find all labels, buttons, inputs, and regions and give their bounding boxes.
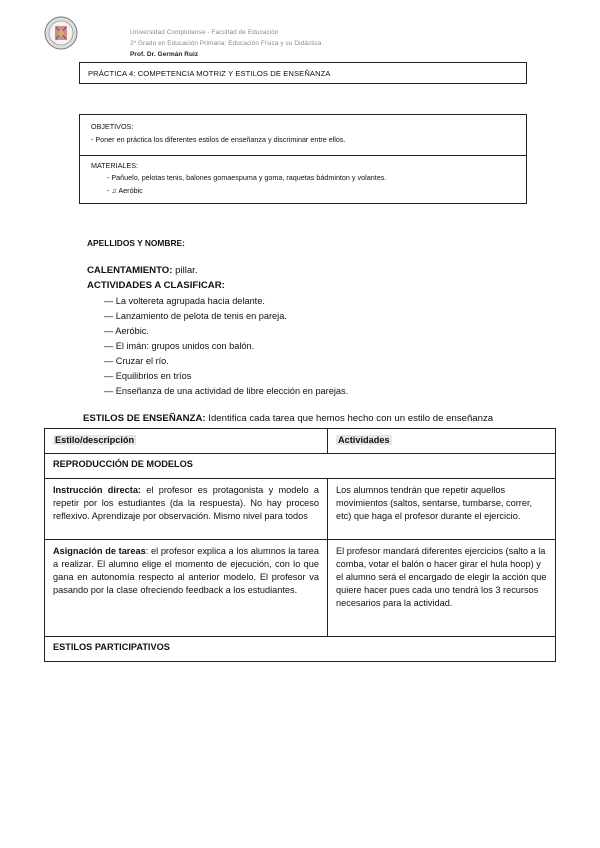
materials-label: MATERIALES: xyxy=(91,161,138,170)
objectives-label: OBJETIVOS: xyxy=(91,122,134,131)
header-university: Universidad Complutense - Facultad de Educación xyxy=(130,29,279,36)
header-activities-label: Actividades xyxy=(338,435,390,445)
objective-item: - Poner en práctica los diferentes estilos de enseñanza y discriminar entre ellos. xyxy=(91,135,346,144)
warmup-value: pillar. xyxy=(172,265,198,276)
table-section-row xyxy=(45,637,556,662)
style-description-cell xyxy=(45,479,328,540)
activities-title: ACTIVIDADES A CLASIFICAR: xyxy=(87,280,225,291)
styles-table xyxy=(44,428,556,662)
header-cell-style xyxy=(45,429,328,454)
table-row xyxy=(45,479,556,540)
list-item: — Cruzar el río. xyxy=(104,356,169,366)
styles-title xyxy=(83,413,493,424)
styles-title-text: Identifica cada tarea que hemos hecho con un estilo de enseñanza xyxy=(205,413,494,424)
section-reproduccion: REPRODUCCIÓN DE MODELOS xyxy=(45,454,556,479)
list-item: — Lanzamiento de pelota de tenis en pareja. xyxy=(104,311,287,321)
objectives-materials-box xyxy=(79,114,527,204)
table-header-row xyxy=(45,429,556,454)
materials-section xyxy=(80,156,526,199)
style-name: Asignación de tareas xyxy=(53,546,146,556)
styles-title-label: ESTILOS DE ENSEÑANZA: xyxy=(83,413,206,424)
university-seal-logo xyxy=(44,16,78,50)
table-row xyxy=(45,540,556,637)
practice-title: PRÁCTICA 4: COMPETENCIA MOTRIZ Y ESTILOS DE ENSEÑANZA xyxy=(79,62,527,84)
activities-list xyxy=(104,294,348,399)
list-item: — Aeróbic. xyxy=(104,326,149,336)
material-item: - ♫ Aeróbic xyxy=(107,186,143,195)
name-label: APELLIDOS Y NOMBRE: xyxy=(87,238,185,248)
material-item: - Pañuelo, pelotas tenis, balones gomaespuma y goma, raquetas bádminton y volantes. xyxy=(107,173,387,182)
style-description: : el profesor explica a los alumnos la tarea a realizar. El alumno elige el momento de ejecución, con lo que gana en autonomía respecto al anterior modelo. El profesor va pasando por la clase ofreciendo feedback a los estudiantes. xyxy=(53,546,319,595)
header-cell-activities xyxy=(328,429,556,454)
table-section-row xyxy=(45,454,556,479)
style-description-cell xyxy=(45,540,328,637)
style-name: Instrucción directa: xyxy=(53,485,141,495)
section-participativos: ESTILOS PARTICIPATIVOS xyxy=(45,637,556,662)
style-activities-cell: Los alumnos tendrán que repetir aquellos movimientos (saltos, sentarse, tumbarse, correr, etc) que haga el profesor durante el ejercicio. xyxy=(328,479,556,540)
list-item: — Enseñanza de una actividad de libre elección en parejas. xyxy=(104,386,349,396)
header-degree: 2º Grado en Educación Primaria: Educación Física y su Didáctica xyxy=(130,40,322,47)
list-item: — La voltereta agrupada hacia delante. xyxy=(104,296,265,306)
objectives-section xyxy=(80,115,526,156)
list-item: — El imán: grupos unidos con balón. xyxy=(104,341,255,351)
header-professor: Prof. Dr. Germán Ruiz xyxy=(130,51,199,58)
style-description: el profesor es protagonista y modelo a repetir por los estudiantes (da la respuesta). No hay proceso reflexivo. Aprendizaje por observación. Mismo nivel para todos xyxy=(53,485,319,521)
warmup-line xyxy=(87,265,198,276)
warmup-label: CALENTAMIENTO: xyxy=(87,265,173,276)
list-item: — Equilibrios en tríos xyxy=(104,371,192,381)
style-activities-cell: El profesor mandará diferentes ejercicios (salto a la comba, votar el balón o hacer girar el hula hoop) y el alumno será el encargado de elegir la acción que quiere hacer pues cada uno tendrá los 3 recursos necesarios para la actividad. xyxy=(328,540,556,637)
header-style-label: Estilo/descripción xyxy=(55,435,135,445)
